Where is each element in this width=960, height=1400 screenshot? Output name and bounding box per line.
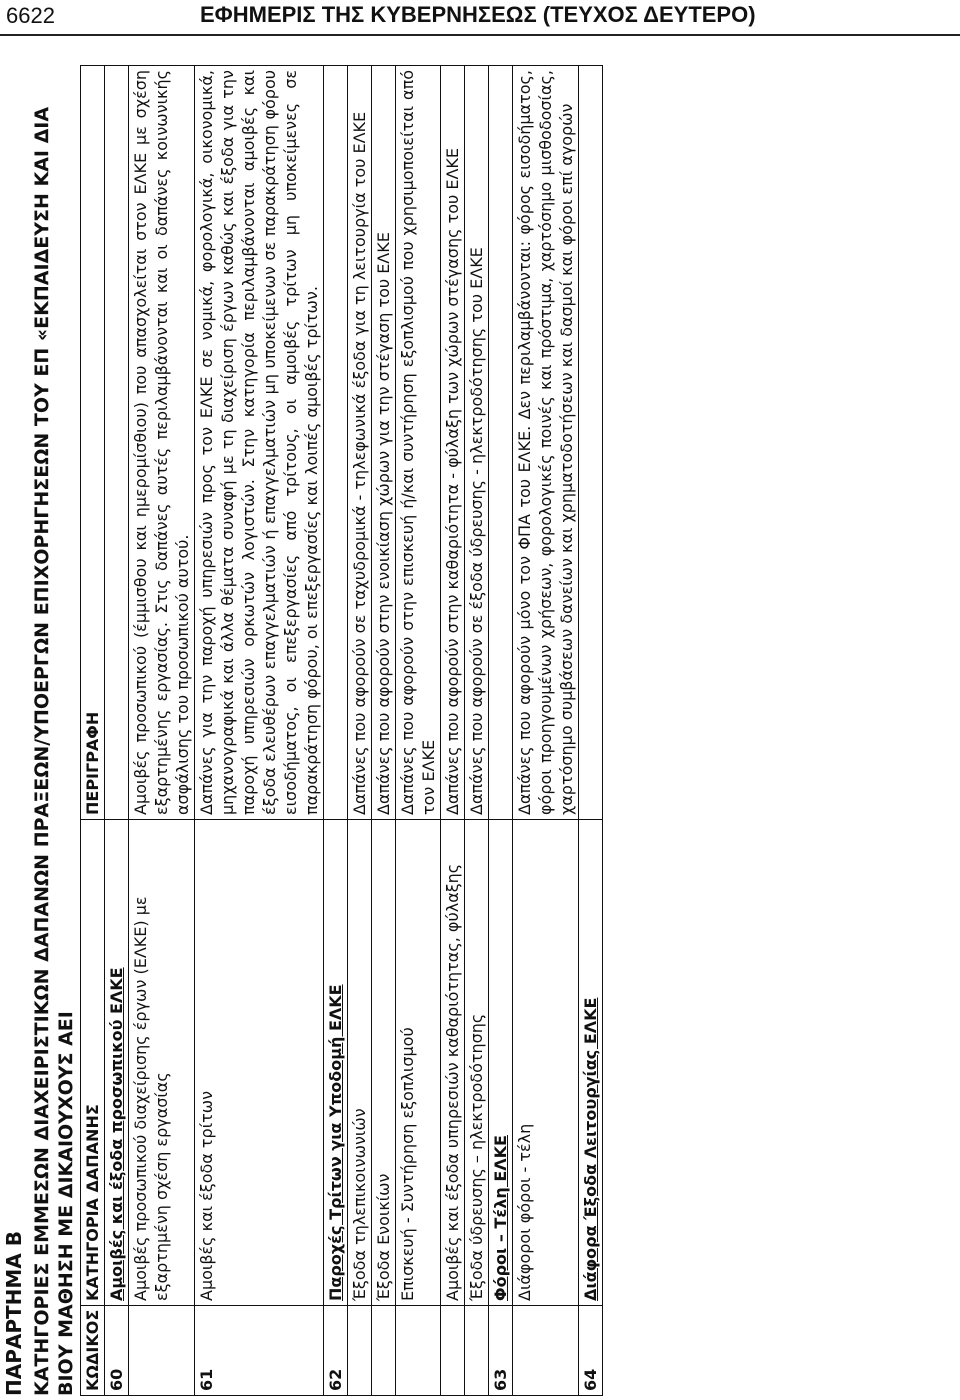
table-row	[195, 66, 324, 1396]
header-divider	[0, 34, 960, 36]
row-category: Διάφοροι φόροι - τέλη	[513, 820, 579, 1306]
row-category: Έξοδα τηλεπικοινωνιών	[348, 820, 372, 1306]
table-row	[465, 66, 489, 1396]
table-row	[372, 66, 396, 1396]
row-description	[324, 66, 348, 820]
row-category: Αμοιβές και έξοδα υπηρεσιών καθαριότητας, φύλαξης	[441, 820, 465, 1306]
row-code: 62	[324, 1306, 348, 1396]
gazette-title: ΕΦΗΜΕΡΙΣ ΤΗΣ ΚΥΒΕΡΝΗΣΕΩΣ (ΤΕΥΧΟΣ ΔΕΥΤΕΡΟ)	[200, 2, 756, 27]
row-code	[348, 1306, 372, 1396]
row-code: 60	[105, 1306, 129, 1396]
table-row	[129, 66, 195, 1396]
row-code	[372, 1306, 396, 1396]
row-description: Δαπάνες που αφορούν σε ταχυδρομικά - τηλεφωνικά έξοδα για τη λειτουργία του ΕΛΚΕ	[348, 66, 372, 820]
page-header	[0, 0, 960, 34]
table-row	[441, 66, 465, 1396]
table-row	[579, 66, 603, 1396]
row-description	[579, 66, 603, 820]
table-row	[396, 66, 441, 1396]
header-code: ΚΩΔΙΚΟΣ	[81, 1306, 105, 1396]
row-description: Δαπάνες που αφορούν στην επισκευή ή/και συντήρηση εξοπλισμού που χρησιμοποιείται από τον ΕΛΚΕ	[396, 66, 441, 820]
row-code	[441, 1306, 465, 1396]
row-code: 61	[195, 1306, 324, 1396]
row-description: Δαπάνες που αφορούν σε έξοδα ύδρευσης - ηλεκτροδότησης του ΕΛΚΕ	[465, 66, 489, 820]
table-row	[324, 66, 348, 1396]
table-row	[348, 66, 372, 1396]
header-description: ΠΕΡΙΓΡΑΦΗ	[81, 66, 105, 820]
rotated-document	[0, 56, 748, 1400]
row-description: Δαπάνες που αφορούν στην ενοικίαση χώρων για την στέγαση του ΕΛΚΕ	[372, 66, 396, 820]
table-row	[513, 66, 579, 1396]
row-category: Αμοιβές και έξοδα προσωπικού ΕΛΚΕ	[105, 820, 129, 1306]
row-description	[105, 66, 129, 820]
row-category: Έξοδα Ενοικίων	[372, 820, 396, 1306]
row-code: 64	[579, 1306, 603, 1396]
row-code	[396, 1306, 441, 1396]
row-description	[489, 66, 513, 820]
page-number: 6622	[6, 3, 55, 28]
row-category: Διάφορα Έξοδα Λειτουργίας ΕΛΚΕ	[579, 820, 603, 1306]
header-category: ΚΑΤΗΓΟΡΙΑ ΔΑΠΑΝΗΣ	[81, 820, 105, 1306]
row-description: Δαπάνες για την παροχή υπηρεσιών προς τον ΕΛΚΕ σε νομικά, φορολογικά, οικονομικά, μηχανογραφικά και άλλα θέματα συναφή με τη διαχείριση έργων καθώς και έξοδα για την παροχή υπηρεσιών ορκωτών λογιστών. Στην κατηγορία περιλαμβάνονται αμοιβές και έξοδα ελευθέρων επαγγελματιών ή επαγγελματιών μη υποκείμενων σε παρακράτηση φόρου εισοδήματος, οι επεξεργασίες από τρίτους, οι αμοιβές τρίτων μη υποκείμενες σε παρακράτηση φόρου, οι επεξεργασίες και λοιπές αμοιβές τρίτων.	[195, 66, 324, 820]
row-category: Παροχές Τρίτων για Υποδομή ΕΛΚΕ	[324, 820, 348, 1306]
table-row	[489, 66, 513, 1396]
row-description: Αμοιβές προσωπικού (έμμισθου και ημερομίσθιου) που απασχολείται στον ΕΛΚΕ με σχέση εξαρτημένης εργασίας. Στις δαπάνες αυτές περιλαμβάνονται και οι δαπάνες κοινωνικής ασφάλισης του προσωπικού αυτού.	[129, 66, 195, 820]
table-row	[105, 66, 129, 1396]
row-code	[513, 1306, 579, 1396]
document-title: ΚΑΤΗΓΟΡΙΕΣ ΕΜΜΕΣΩΝ ΔΙΑΧΕΙΡΙΣΤΙΚΩΝ ΔΑΠΑΝΩΝ ΠΡΑΞΕΩΝ/ΥΠΟΕΡΓΩΝ ΕΠΙΧΟΡΗΓΗΣΕΩΝ ΤΟΥ ΕΠ «ΕΚΠΑΙΔΕΥΣΗ ΚΑΙ ΔΙΑ ΒΙΟΥ ΜΑΘΗΣΗ ΜΕ ΔΙΚΑΙΟΥΧΟΥΣ ΑΕΙ	[31, 106, 77, 1396]
row-category: Επισκευή - Συντήρηση εξοπλισμού	[396, 820, 441, 1306]
table-header-row	[81, 66, 105, 1396]
row-code	[129, 1306, 195, 1396]
row-code: 63	[489, 1306, 513, 1396]
row-category: Αμοιβές και έξοδα τρίτων	[195, 820, 324, 1306]
row-category: Φόροι – Τέλη ΕΛΚΕ	[489, 820, 513, 1306]
annex-title: ΠΑΡΑΡΤΗΜΑ Β	[2, 1231, 26, 1396]
row-category: Έξοδα ύδρευσης – ηλεκτροδότησης	[465, 820, 489, 1306]
row-code	[465, 1306, 489, 1396]
row-description: Δαπάνες που αφορούν μόνο τον ΦΠΑ του ΕΛΚΕ. Δεν περιλαμβάνονται: φόρος εισοδήματος, φόροι προηγουμένων χρήσεων, φορολογικές ποινές και πρόστιμα, χαρτόσημο μισθοδοσίας, χαρτόσημο συμβάσεων δανείων και χρηματοδοτήσεων και δασμοί και φόροι επί αγορών	[513, 66, 579, 820]
row-category: Αμοιβές προσωπικού διαχείρισης έργων (ΕΛΚΕ) με εξαρτημένη σχέση εργασίας	[129, 820, 195, 1306]
expense-categories-table	[80, 65, 603, 1396]
row-description: Δαπάνες που αφορούν στην καθαριότητα - φύλαξη των χώρων στέγασης του ΕΛΚΕ	[441, 66, 465, 820]
